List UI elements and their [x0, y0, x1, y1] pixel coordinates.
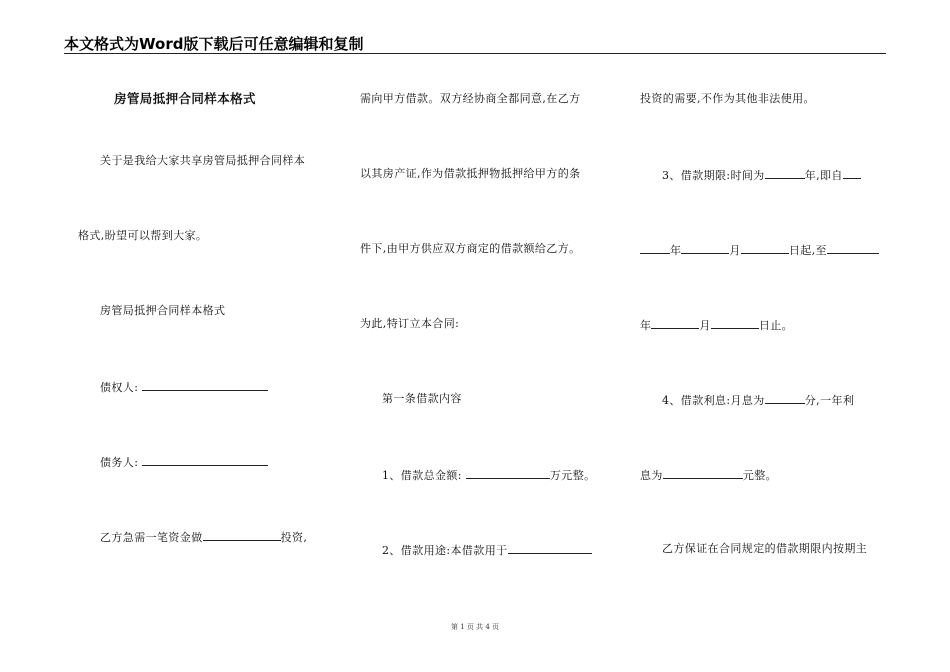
loan-amount-label: 1、借款总金额:	[382, 469, 462, 482]
purpose-continuation: 投资的需要,不作为其他非法使用。	[640, 92, 815, 105]
start-day-label: 日起,至	[788, 244, 827, 257]
start-month-label: 月	[729, 244, 741, 257]
loan-term-line	[662, 167, 861, 183]
interest-amount-label: 息为	[640, 469, 663, 482]
document-title: 房管局抵押合同样本格式	[114, 91, 256, 106]
intro-line-1: 关于是我给大家共享房管局抵押合同样本	[100, 154, 306, 167]
creditor-field	[100, 379, 268, 395]
body-line-3: 件下,由甲方供应双方商定的借款额给乙方。	[360, 242, 581, 255]
article-1-heading: 第一条借款内容	[382, 392, 462, 405]
funding-need-suffix: 投资,	[280, 531, 308, 544]
debtor-blank	[142, 454, 268, 466]
interest-label: 4、借款利息:月息为	[662, 394, 765, 407]
end-day-label: 日止。	[758, 319, 794, 332]
body-line-1: 需向甲方借款。双方经协商全都同意,在乙方	[360, 92, 581, 105]
header-divider	[64, 53, 886, 54]
loan-term-from-text: 年,即自	[804, 169, 843, 182]
loan-amount-line	[382, 467, 596, 483]
debtor-label: 债务人:	[100, 456, 139, 469]
interest-amount-blank	[663, 467, 743, 479]
end-month-label: 月	[699, 319, 711, 332]
interest-amount-unit: 元整。	[742, 469, 778, 482]
loan-end-date-line	[640, 317, 793, 333]
start-year-blank	[640, 242, 670, 254]
loan-term-start-blank	[843, 167, 861, 179]
start-year-label: 年	[670, 244, 682, 257]
interest-line	[662, 392, 854, 408]
end-day-blank	[711, 317, 759, 329]
body-line-2: 以其房产证,作为借款抵押物抵押给甲方的条	[360, 167, 581, 180]
end-year-label: 年	[640, 319, 652, 332]
body-line-4: 为此,特订立本合同:	[360, 317, 460, 330]
loan-term-years-blank	[765, 167, 805, 179]
interest-annual-text: 分,一年利	[804, 394, 855, 407]
end-year-start-blank	[827, 242, 879, 254]
loan-purpose-line	[382, 542, 592, 558]
funding-need-line	[100, 529, 307, 545]
creditor-blank	[142, 379, 268, 391]
end-month-blank	[651, 317, 699, 329]
section-subtitle: 房管局抵押合同样本格式	[100, 304, 226, 317]
monthly-rate-blank	[765, 392, 805, 404]
creditor-label: 债权人:	[100, 381, 139, 394]
loan-term-label: 3、借款期限:时间为	[662, 169, 765, 182]
intro-line-2: 格式,盼望可以帮到大家。	[78, 229, 208, 242]
start-month-blank	[681, 242, 729, 254]
debtor-field	[100, 454, 268, 470]
start-day-blank	[741, 242, 789, 254]
loan-purpose-label: 2、借款用途:本借款用于	[382, 544, 508, 557]
loan-purpose-blank	[508, 542, 592, 554]
funding-need-blank	[203, 529, 281, 541]
page-number: 第 1 页 共 4 页	[450, 623, 500, 631]
funding-need-text: 乙方急需一笔资金做	[100, 531, 203, 544]
loan-amount-blank	[466, 467, 550, 479]
guarantee-line: 乙方保证在合同规定的借款期限内按期主	[662, 542, 868, 555]
interest-amount-line	[640, 467, 777, 483]
loan-start-date-line	[640, 242, 879, 258]
document-header: 本文格式为Word版下载后可任意编辑和复制	[64, 35, 364, 53]
loan-amount-unit: 万元整。	[549, 469, 596, 482]
